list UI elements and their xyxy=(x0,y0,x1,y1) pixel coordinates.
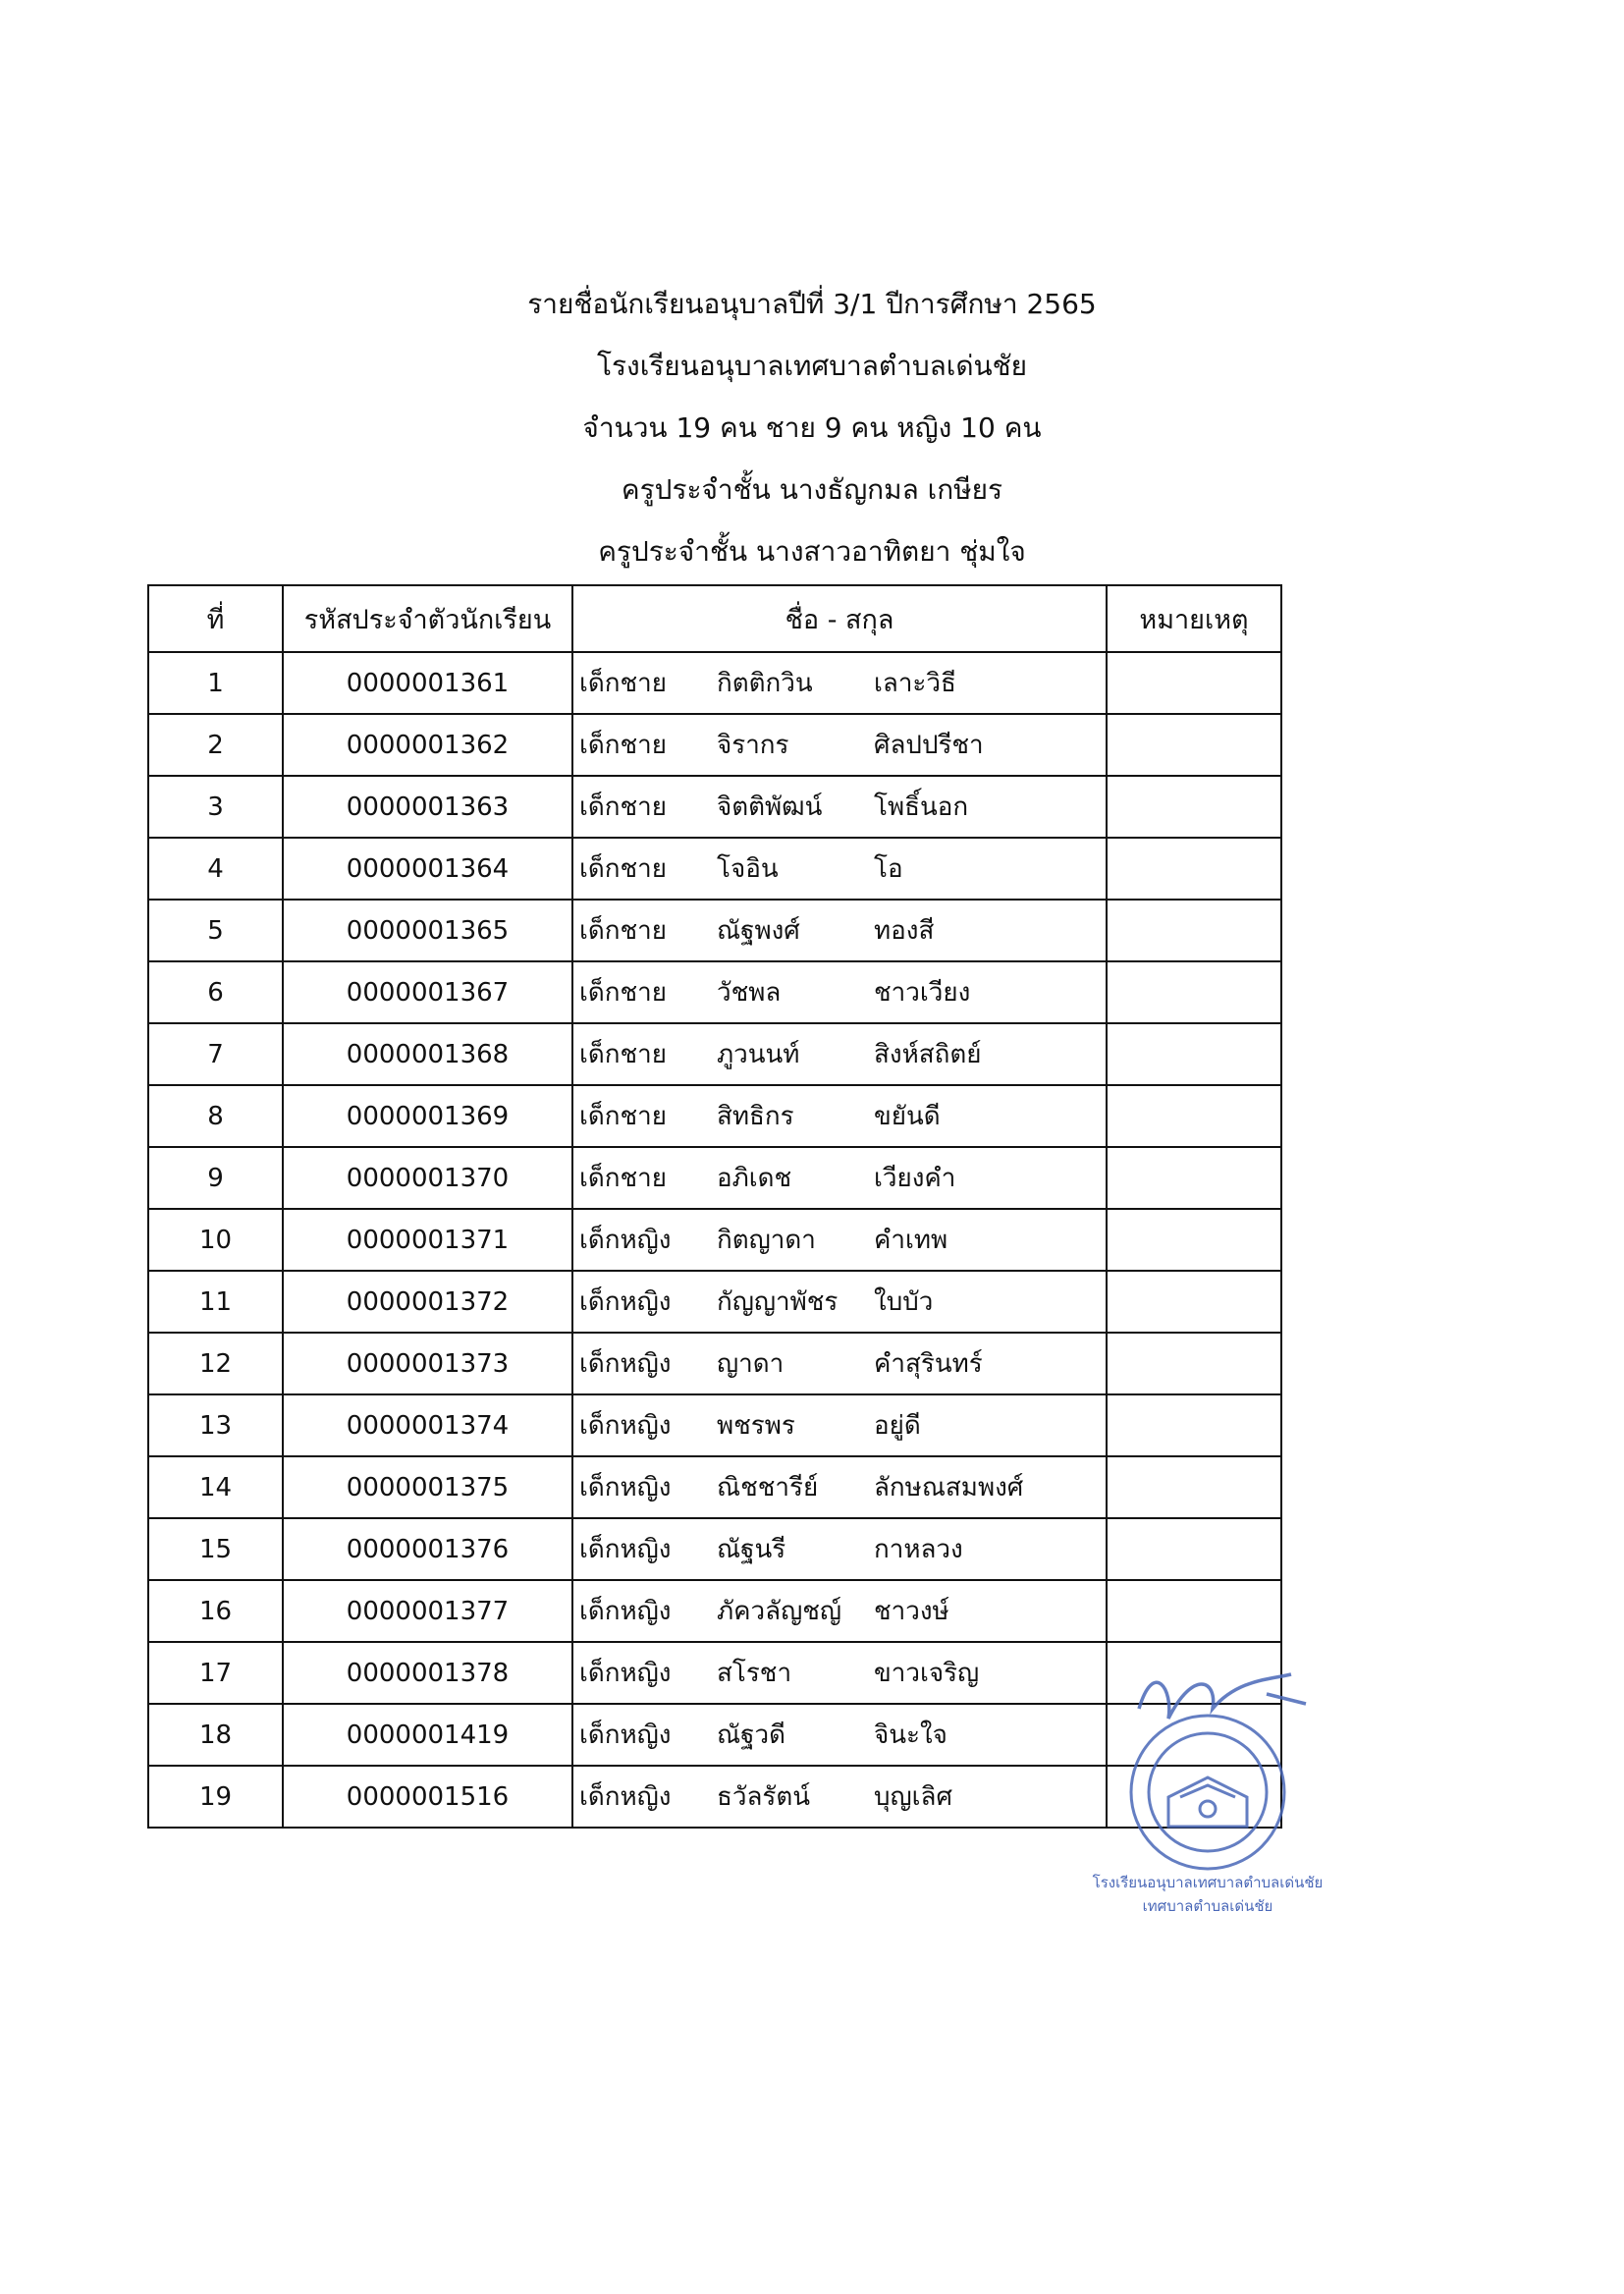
cell-no: 7 xyxy=(148,1023,283,1085)
table-row xyxy=(148,838,1281,900)
signature-scribble xyxy=(1139,1674,1306,1719)
last-name: เลาะวิธี xyxy=(874,669,956,698)
last-name: คำสุรินทร์ xyxy=(874,1349,983,1379)
first-name: อภิเดช xyxy=(717,1164,792,1193)
name-prefix: เด็กหญิง xyxy=(579,1411,672,1441)
first-name: ภูวนนท์ xyxy=(717,1040,800,1069)
first-name: ณิชชารีย์ xyxy=(717,1473,819,1502)
table-row xyxy=(148,1209,1281,1271)
cell-student-id: 0000001375 xyxy=(283,1456,572,1518)
cell-student-id: 0000001371 xyxy=(283,1209,572,1271)
last-name: ชาวงษ์ xyxy=(874,1597,949,1626)
seal-inner-ring xyxy=(1149,1733,1267,1851)
last-name: โพธิ์นอก xyxy=(874,792,969,822)
cell-no: 11 xyxy=(148,1271,283,1333)
cell-no: 1 xyxy=(148,652,283,714)
first-name: พชรพร xyxy=(717,1411,795,1441)
last-name: ขาวเจริญ xyxy=(874,1659,980,1688)
cell-note xyxy=(1107,900,1281,961)
cell-name xyxy=(572,1394,1107,1456)
cell-student-id: 0000001370 xyxy=(283,1147,572,1209)
cell-student-id: 0000001369 xyxy=(283,1085,572,1147)
homeroom-teacher-1: ครูประจำชั้น นางธัญกมล เกษียร xyxy=(621,473,1003,506)
stamp-caption xyxy=(1060,1871,1355,1918)
first-name: ณัฐวดี xyxy=(717,1720,785,1750)
last-name: ศิลปปรีชา xyxy=(874,731,984,760)
cell-student-id: 0000001373 xyxy=(283,1333,572,1394)
stamp-caption-line-2: เทศบาลตำบลเด่นชัย xyxy=(1142,1897,1273,1915)
cell-name xyxy=(572,1333,1107,1394)
header-student-id: รหัสประจำตัวนักเรียน xyxy=(283,585,572,652)
cell-no: 16 xyxy=(148,1580,283,1642)
cell-name xyxy=(572,1580,1107,1642)
last-name: ชาวเวียง xyxy=(874,978,971,1008)
cell-student-id: 0000001362 xyxy=(283,714,572,776)
first-name: จิรากร xyxy=(717,731,789,760)
name-prefix: เด็กหญิง xyxy=(579,1287,672,1317)
last-name: คำเทพ xyxy=(874,1226,948,1255)
student-roster-table xyxy=(147,584,1282,1829)
table-row xyxy=(148,1147,1281,1209)
first-name: ธวัลรัตน์ xyxy=(717,1782,811,1812)
table-row xyxy=(148,1271,1281,1333)
table-row xyxy=(148,1085,1281,1147)
cell-student-id: 0000001376 xyxy=(283,1518,572,1580)
cell-no: 6 xyxy=(148,961,283,1023)
cell-name xyxy=(572,1147,1107,1209)
last-name: ขยันดี xyxy=(874,1102,941,1131)
cell-student-id: 0000001365 xyxy=(283,900,572,961)
cell-no: 8 xyxy=(148,1085,283,1147)
last-name: กาหลวง xyxy=(874,1535,963,1564)
name-prefix: เด็กหญิง xyxy=(579,1720,672,1750)
first-name: ญาดา xyxy=(717,1349,785,1379)
cell-note xyxy=(1107,1085,1281,1147)
name-prefix: เด็กหญิง xyxy=(579,1597,672,1626)
cell-note xyxy=(1107,838,1281,900)
cell-note xyxy=(1107,1394,1281,1456)
cell-student-id: 0000001377 xyxy=(283,1580,572,1642)
cell-student-id: 0000001372 xyxy=(283,1271,572,1333)
cell-name xyxy=(572,900,1107,961)
name-prefix: เด็กหญิง xyxy=(579,1226,672,1255)
cell-note xyxy=(1107,1518,1281,1580)
table-row xyxy=(148,1333,1281,1394)
cell-name xyxy=(572,1766,1107,1828)
header-name: ชื่อ - สกุล xyxy=(572,585,1107,652)
cell-no: 15 xyxy=(148,1518,283,1580)
cell-name xyxy=(572,838,1107,900)
cell-no: 3 xyxy=(148,776,283,838)
last-name: จินะใจ xyxy=(874,1720,947,1750)
table-row xyxy=(148,1518,1281,1580)
table-row xyxy=(148,1580,1281,1642)
cell-name xyxy=(572,652,1107,714)
last-name: โอ xyxy=(874,854,903,884)
cell-name xyxy=(572,1023,1107,1085)
first-name: สโรชา xyxy=(717,1659,792,1688)
last-name: สิงห์สถิตย์ xyxy=(874,1040,982,1069)
cell-name xyxy=(572,961,1107,1023)
first-name: ณัฐนรี xyxy=(717,1535,786,1564)
cell-student-id: 0000001419 xyxy=(283,1704,572,1766)
cell-name xyxy=(572,1704,1107,1766)
cell-no: 10 xyxy=(148,1209,283,1271)
cell-no: 9 xyxy=(148,1147,283,1209)
cell-student-id: 0000001374 xyxy=(283,1394,572,1456)
name-prefix: เด็กชาย xyxy=(579,978,667,1008)
table-row xyxy=(148,1456,1281,1518)
cell-name xyxy=(572,1085,1107,1147)
cell-no: 2 xyxy=(148,714,283,776)
name-prefix: เด็กชาย xyxy=(579,854,667,884)
first-name: สิทธิกร xyxy=(717,1102,794,1131)
header-note: หมายเหตุ xyxy=(1107,585,1281,652)
name-prefix: เด็กชาย xyxy=(579,1040,667,1069)
cell-note xyxy=(1107,1271,1281,1333)
last-name: ทองสี xyxy=(874,916,935,946)
cell-student-id: 0000001367 xyxy=(283,961,572,1023)
header-no: ที่ xyxy=(148,585,283,652)
last-name: ลักษณสมพงศ์ xyxy=(874,1473,1024,1502)
cell-student-id: 0000001361 xyxy=(283,652,572,714)
first-name: กิตติกวิน xyxy=(717,669,813,698)
table-row xyxy=(148,1023,1281,1085)
first-name: กัญญาพัชร xyxy=(717,1287,839,1317)
seal-center-mark xyxy=(1200,1801,1216,1817)
stamp-caption-line-1: โรงเรียนอนุบาลเทศบาลตำบลเด่นชัย xyxy=(1092,1874,1324,1891)
cell-name xyxy=(572,1518,1107,1580)
last-name: ใบบัว xyxy=(874,1287,934,1317)
cell-name xyxy=(572,714,1107,776)
first-name: ภัควลัญชญ์ xyxy=(717,1597,842,1626)
cell-note xyxy=(1107,1023,1281,1085)
cell-no: 18 xyxy=(148,1704,283,1766)
last-name: อยู่ดี xyxy=(874,1411,921,1441)
cell-student-id: 0000001378 xyxy=(283,1642,572,1704)
name-prefix: เด็กชาย xyxy=(579,916,667,946)
name-prefix: เด็กชาย xyxy=(579,1102,667,1131)
first-name: โจอิน xyxy=(717,854,779,884)
cell-name xyxy=(572,1642,1107,1704)
cell-student-id: 0000001368 xyxy=(283,1023,572,1085)
cell-note xyxy=(1107,1456,1281,1518)
cell-name xyxy=(572,776,1107,838)
first-name: กิตญาดา xyxy=(717,1226,816,1255)
cell-note xyxy=(1107,652,1281,714)
cell-no: 19 xyxy=(148,1766,283,1828)
seal-outer-ring xyxy=(1131,1716,1284,1869)
table-row xyxy=(148,961,1281,1023)
cell-note xyxy=(1107,1209,1281,1271)
cell-name xyxy=(572,1456,1107,1518)
table-row xyxy=(148,652,1281,714)
cell-no: 13 xyxy=(148,1394,283,1456)
cell-name xyxy=(572,1209,1107,1271)
name-prefix: เด็กหญิง xyxy=(579,1659,672,1688)
name-prefix: เด็กหญิง xyxy=(579,1349,672,1379)
last-name: เวียงคำ xyxy=(874,1164,956,1193)
cell-note xyxy=(1107,1147,1281,1209)
table-row xyxy=(148,900,1281,961)
name-prefix: เด็กชาย xyxy=(579,1164,667,1193)
cell-student-id: 0000001363 xyxy=(283,776,572,838)
last-name: บุญเลิศ xyxy=(874,1782,952,1812)
list-title: รายชื่อนักเรียนอนุบาลปีที่ 3/1 ปีการศึกษา 2565 xyxy=(527,288,1097,320)
cell-no: 12 xyxy=(148,1333,283,1394)
name-prefix: เด็กชาย xyxy=(579,792,667,822)
cell-note xyxy=(1107,776,1281,838)
first-name: จิตติพัฒน์ xyxy=(717,792,823,822)
student-count: จำนวน 19 คน ชาย 9 คน หญิง 10 คน xyxy=(582,411,1042,444)
cell-note xyxy=(1107,961,1281,1023)
cell-no: 4 xyxy=(148,838,283,900)
name-prefix: เด็กชาย xyxy=(579,669,667,698)
school-name: โรงเรียนอนุบาลเทศบาลตำบลเด่นชัย xyxy=(596,350,1028,382)
cell-student-id: 0000001364 xyxy=(283,838,572,900)
cell-no: 14 xyxy=(148,1456,283,1518)
cell-note xyxy=(1107,714,1281,776)
name-prefix: เด็กหญิง xyxy=(579,1473,672,1502)
homeroom-teacher-2: ครูประจำชั้น นางสาวอาทิตยา ชุ่มใจ xyxy=(598,535,1026,568)
cell-note xyxy=(1107,1333,1281,1394)
cell-name xyxy=(572,1271,1107,1333)
cell-no: 17 xyxy=(148,1642,283,1704)
table-row xyxy=(148,714,1281,776)
name-prefix: เด็กหญิง xyxy=(579,1782,672,1812)
name-prefix: เด็กชาย xyxy=(579,731,667,760)
first-name: ณัฐพงศ์ xyxy=(717,916,800,946)
cell-no: 5 xyxy=(148,900,283,961)
name-prefix: เด็กหญิง xyxy=(579,1535,672,1564)
cell-note xyxy=(1107,1580,1281,1642)
table-row xyxy=(148,1394,1281,1456)
table-header-row xyxy=(148,585,1281,652)
first-name: วัชพล xyxy=(717,978,782,1008)
table-row xyxy=(148,776,1281,838)
cell-student-id: 0000001516 xyxy=(283,1766,572,1828)
